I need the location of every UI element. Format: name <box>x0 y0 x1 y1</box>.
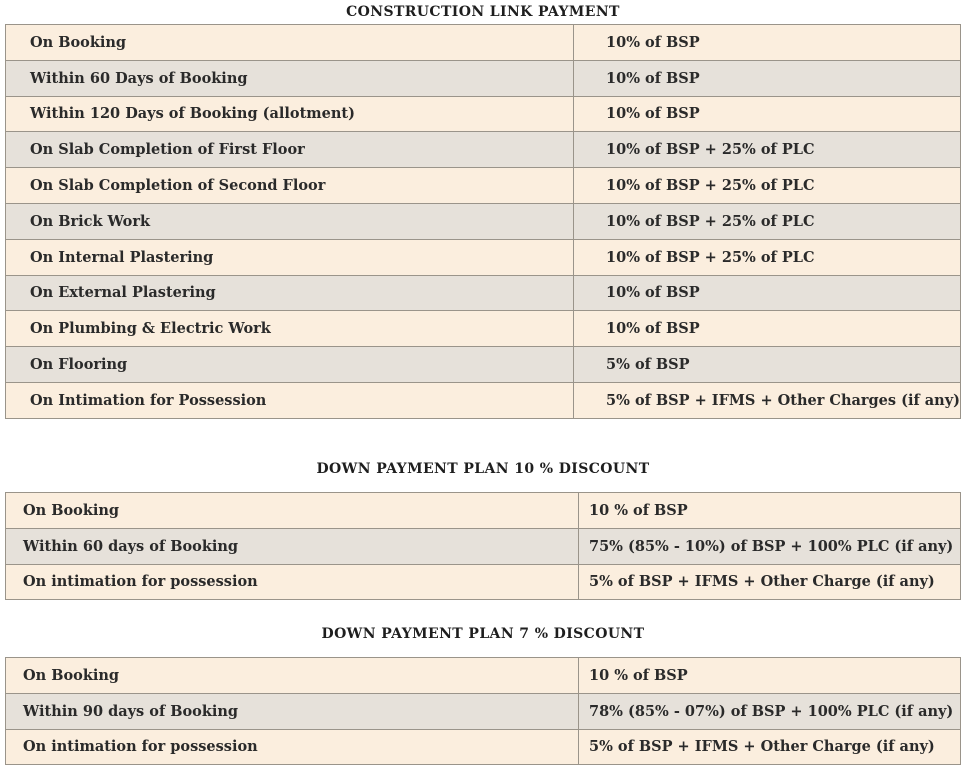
table-row <box>6 564 961 600</box>
table-row <box>6 347 961 383</box>
amount-cell: 10% of BSP <box>574 275 961 311</box>
table-row <box>6 275 961 311</box>
stage-cell: On Booking <box>6 658 579 694</box>
amount-cell: 10% of BSP <box>574 60 961 96</box>
amount-cell: 10% of BSP + 25% of PLC <box>574 132 961 168</box>
amount-cell: 5% of BSP + IFMS + Other Charge (if any) <box>579 564 961 600</box>
down-payment-10-table <box>5 492 961 600</box>
amount-cell: 10% of BSP + 25% of PLC <box>574 239 961 275</box>
table-row <box>6 132 961 168</box>
table-row <box>6 311 961 347</box>
table-row <box>6 729 961 765</box>
amount-cell: 5% of BSP + IFMS + Other Charges (if any) <box>574 382 961 418</box>
amount-cell: 10% of BSP + 25% of PLC <box>574 203 961 239</box>
amount-cell: 75% (85% - 10%) of BSP + 100% PLC (if any) <box>579 528 961 564</box>
table-row <box>6 693 961 729</box>
table-row <box>6 96 961 132</box>
stage-cell: On External Plastering <box>6 275 574 311</box>
stage-cell: On Brick Work <box>6 203 574 239</box>
construction-link-payment-title: CONSTRUCTION LINK PAYMENT <box>346 4 620 20</box>
stage-cell: On intimation for possession <box>6 564 579 600</box>
amount-cell: 10 % of BSP <box>579 658 961 694</box>
stage-cell: On Slab Completion of First Floor <box>6 132 574 168</box>
stage-cell: On intimation for possession <box>6 729 579 765</box>
down-payment-7-title: DOWN PAYMENT PLAN 7 % DISCOUNT <box>321 626 645 642</box>
amount-cell: 5% of BSP <box>574 347 961 383</box>
stage-cell: On Plumbing & Electric Work <box>6 311 574 347</box>
table-row <box>6 60 961 96</box>
down-payment-10-title: DOWN PAYMENT PLAN 10 % DISCOUNT <box>316 461 650 477</box>
stage-cell: Within 60 days of Booking <box>6 528 579 564</box>
table-row <box>6 239 961 275</box>
stage-cell: On Booking <box>6 493 579 529</box>
table-row <box>6 382 961 418</box>
amount-cell: 10% of BSP <box>574 96 961 132</box>
table-row <box>6 168 961 204</box>
table-row <box>6 493 961 529</box>
stage-cell: On Booking <box>6 25 574 61</box>
stage-cell: Within 60 Days of Booking <box>6 60 574 96</box>
table-row <box>6 203 961 239</box>
stage-cell: On Flooring <box>6 347 574 383</box>
amount-cell: 10% of BSP + 25% of PLC <box>574 168 961 204</box>
stage-cell: On Intimation for Possession <box>6 382 574 418</box>
stage-cell: Within 90 days of Booking <box>6 693 579 729</box>
table-row <box>6 25 961 61</box>
stage-cell: Within 120 Days of Booking (allotment) <box>6 96 574 132</box>
amount-cell: 5% of BSP + IFMS + Other Charge (if any) <box>579 729 961 765</box>
stage-cell: On Slab Completion of Second Floor <box>6 168 574 204</box>
amount-cell: 10 % of BSP <box>579 493 961 529</box>
down-payment-7-table <box>5 657 961 765</box>
table-row <box>6 528 961 564</box>
stage-cell: On Internal Plastering <box>6 239 574 275</box>
amount-cell: 10% of BSP <box>574 311 961 347</box>
construction-link-payment-table <box>5 24 961 419</box>
amount-cell: 78% (85% - 07%) of BSP + 100% PLC (if any) <box>579 693 961 729</box>
amount-cell: 10% of BSP <box>574 25 961 61</box>
table-row <box>6 658 961 694</box>
